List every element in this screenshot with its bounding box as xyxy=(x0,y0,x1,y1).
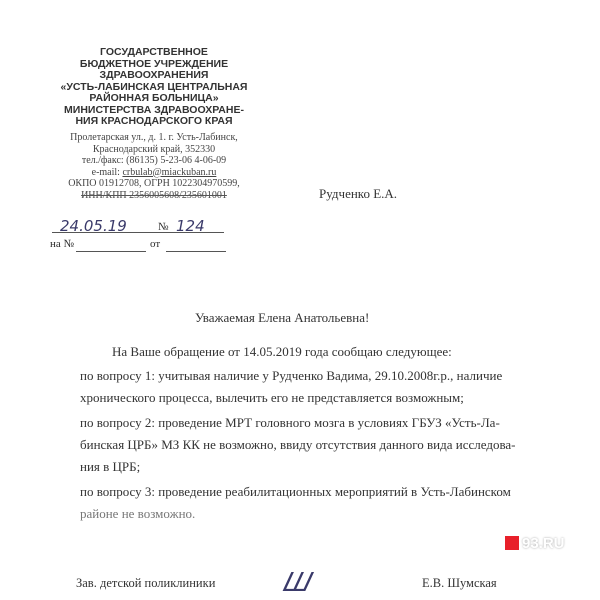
signature-handwritten: Ш xyxy=(279,568,316,598)
ref-date-handwritten: 24.05.19 xyxy=(60,217,127,235)
signature-name: Е.В. Шумская xyxy=(422,576,497,590)
salutation: Уважаемая Елена Анатольевна! xyxy=(195,310,370,325)
address-line: Краснодарский край, 352330 xyxy=(92,143,216,155)
watermark-text: 93.RU xyxy=(522,534,565,552)
institution-line: ЗДРАВООХРАНЕНИЯ xyxy=(99,69,209,81)
okpo-line: ОКПО 01912708, ОГРН 1022304970599, xyxy=(68,178,240,189)
body-line: по вопросу 1: учитывая наличие у Рудченко Вадима, 29.10.2008г.р., наличие xyxy=(80,368,503,383)
ref-ot-underline xyxy=(166,251,226,252)
signature-position: Зав. детской поликлиники xyxy=(76,576,216,590)
ref-na-label: на № xyxy=(50,238,75,250)
email-value: crbulab@miackuban.ru xyxy=(122,166,217,178)
body-line: На Ваше обращение от 14.05.2019 года сообщаю следующее: xyxy=(112,344,452,359)
email-label: e-mail: xyxy=(91,166,120,178)
watermark xyxy=(505,533,565,553)
body-line: по вопросу 3: проведение реабилитационных мероприятий в Усть-Лабинском xyxy=(80,484,511,499)
recipient: Рудченко Е.А. xyxy=(319,186,398,201)
institution-contacts xyxy=(40,132,268,201)
email-line xyxy=(40,167,268,179)
institution-line: РАЙОННАЯ БОЛЬНИЦА» xyxy=(89,92,219,104)
institution-line: ГОСУДАРСТВЕННОЕ xyxy=(100,46,208,58)
institution-line: БЮДЖЕТНОЕ УЧРЕЖДЕНИЕ xyxy=(79,57,229,70)
inn-line: ИНН/КПП 2356005608/235601001 xyxy=(81,189,227,201)
body-line: ния в ЦРБ; xyxy=(80,459,141,474)
address-line: Пролетарская ул., д. 1. г. Усть-Лабинск, xyxy=(70,132,238,143)
body-line: районе не возможно. xyxy=(80,506,196,521)
ref-na-underline xyxy=(76,251,146,252)
institution-line: НИЯ КРАСНОДАРСКОГО КРАЯ xyxy=(75,115,233,127)
institution-line: «УСТЬ-ЛАБИНСКАЯ ЦЕНТРАЛЬНАЯ xyxy=(60,80,248,93)
ref-ot-label: от xyxy=(150,238,161,250)
body-line: хронического процесса, вылечить его не представляется возможным; xyxy=(80,390,464,405)
ref-underline xyxy=(52,232,224,233)
institution-name xyxy=(40,47,268,128)
phone-line: тел./факс: (86135) 5-23-06 4-06-09 xyxy=(81,155,227,166)
watermark-logo-mark xyxy=(505,536,519,550)
ref-number-label: № xyxy=(158,221,169,233)
ref-number-handwritten: 124 xyxy=(176,217,205,235)
reference-row xyxy=(46,218,256,254)
body-line: бинская ЦРБ» МЗ КК не возможно, ввиду отсутствия данного вида исследова- xyxy=(80,437,516,452)
body-line: по вопросу 2: проведение МРТ головного мозга в условиях ГБУЗ «Усть-Ла- xyxy=(80,415,500,430)
institution-line: МИНИСТЕРСТВА ЗДРАВООХРАНЕ- xyxy=(64,103,244,116)
